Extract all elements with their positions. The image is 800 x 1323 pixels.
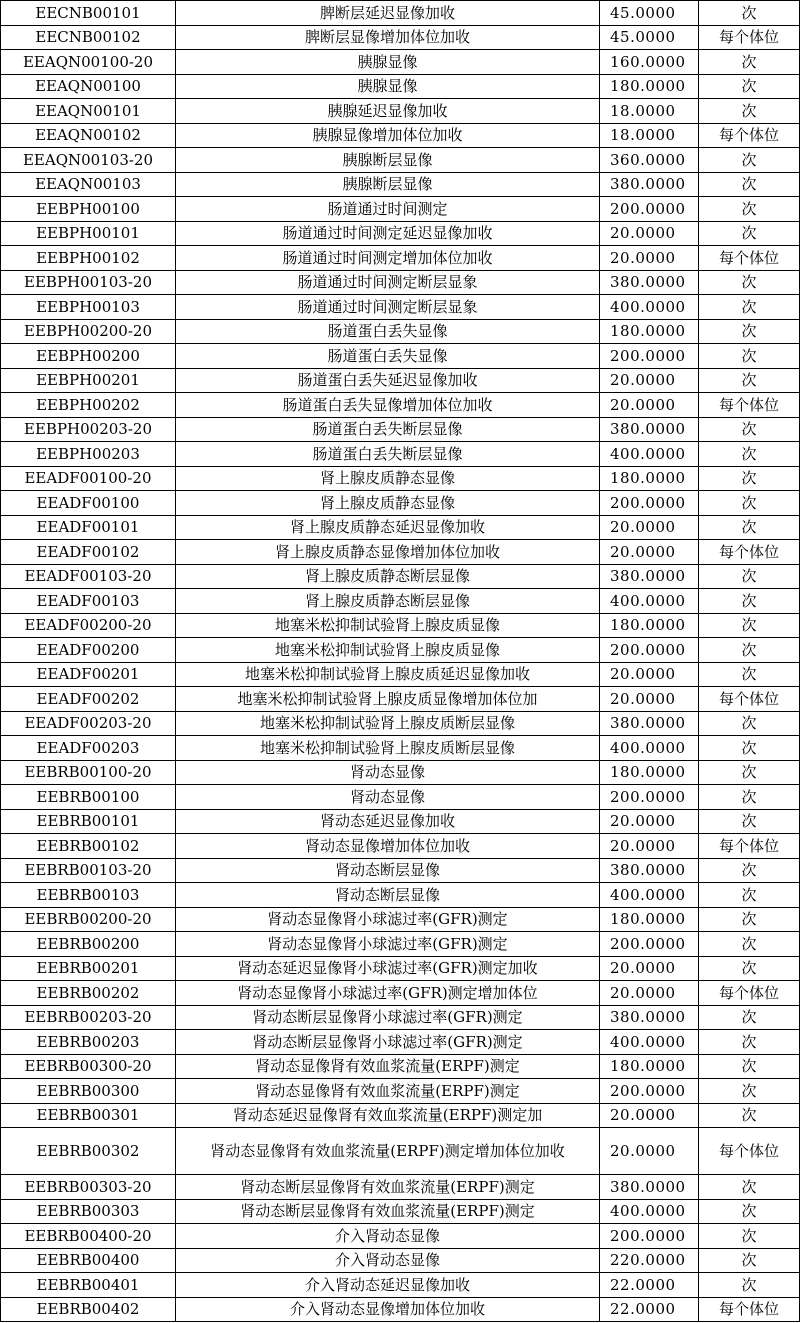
item-name-cell: 地塞米松抑制试验肾上腺皮质断层显像	[176, 711, 600, 736]
item-unit-cell: 次	[699, 491, 800, 516]
item-unit-cell: 次	[699, 221, 800, 246]
item-name-cell: 肠道蛋白丢失断层显像	[176, 417, 600, 442]
table-row	[1, 197, 800, 222]
table-row	[1, 540, 800, 565]
item-unit-cell: 次	[699, 564, 800, 589]
item-code-cell: EEADF00200	[1, 638, 176, 663]
table-row	[1, 1079, 800, 1104]
table-row	[1, 50, 800, 75]
item-unit-cell: 次	[699, 319, 800, 344]
item-price-cell: 180.0000	[600, 613, 699, 638]
table-row	[1, 393, 800, 418]
table-row	[1, 221, 800, 246]
item-code-cell: EEBRB00201	[1, 956, 176, 981]
item-code-cell: EEADF00100-20	[1, 466, 176, 491]
item-name-cell: 胰腺断层显像	[176, 148, 600, 173]
item-unit-cell: 次	[699, 809, 800, 834]
item-code-cell: EEAQN00103-20	[1, 148, 176, 173]
item-name-cell: 肾动态断层显像肾有效血浆流量(ERPF)测定	[176, 1199, 600, 1224]
item-code-cell: EEBRB00103-20	[1, 858, 176, 883]
item-name-cell: 肾动态显像肾有效血浆流量(ERPF)测定增加体位加收	[176, 1128, 600, 1175]
table-row	[1, 1128, 800, 1175]
item-code-cell: EEBPH00202	[1, 393, 176, 418]
item-unit-cell: 每个体位	[699, 834, 800, 859]
table-row	[1, 1199, 800, 1224]
table-row	[1, 1, 800, 26]
item-code-cell: EEBRB00303-20	[1, 1175, 176, 1200]
item-unit-cell: 次	[699, 1224, 800, 1249]
item-unit-cell: 次	[699, 785, 800, 810]
item-price-cell: 180.0000	[600, 760, 699, 785]
item-unit-cell: 次	[699, 956, 800, 981]
item-unit-cell: 次	[699, 1079, 800, 1104]
table-row	[1, 1273, 800, 1298]
item-name-cell: 介入肾动态显像	[176, 1224, 600, 1249]
item-price-cell: 400.0000	[600, 1199, 699, 1224]
item-code-cell: EEADF00100	[1, 491, 176, 516]
item-price-cell: 45.0000	[600, 25, 699, 50]
item-price-cell: 20.0000	[600, 1128, 699, 1175]
item-unit-cell: 次	[699, 907, 800, 932]
item-price-cell: 180.0000	[600, 907, 699, 932]
item-unit-cell: 次	[699, 613, 800, 638]
item-unit-cell: 次	[699, 295, 800, 320]
item-price-cell: 380.0000	[600, 564, 699, 589]
item-unit-cell: 每个体位	[699, 687, 800, 712]
item-unit-cell: 次	[699, 1248, 800, 1273]
item-unit-cell: 次	[699, 50, 800, 75]
item-price-cell: 18.0000	[600, 99, 699, 124]
item-price-cell: 160.0000	[600, 50, 699, 75]
item-price-cell: 18.0000	[600, 123, 699, 148]
item-code-cell: EEBRB00400-20	[1, 1224, 176, 1249]
item-code-cell: EEAQN00102	[1, 123, 176, 148]
item-code-cell: EEBPH00203-20	[1, 417, 176, 442]
item-unit-cell: 次	[699, 589, 800, 614]
item-name-cell: 肾上腺皮质静态显像增加体位加收	[176, 540, 600, 565]
item-unit-cell: 每个体位	[699, 25, 800, 50]
item-code-cell: EEBPH00201	[1, 368, 176, 393]
table-row	[1, 834, 800, 859]
table-row	[1, 491, 800, 516]
item-unit-cell: 每个体位	[699, 393, 800, 418]
item-code-cell: EEBRB00300-20	[1, 1054, 176, 1079]
item-price-cell: 380.0000	[600, 1175, 699, 1200]
table-row	[1, 344, 800, 369]
item-price-cell: 20.0000	[600, 809, 699, 834]
item-name-cell: 肾动态显像肾小球滤过率(GFR)测定	[176, 907, 600, 932]
item-price-cell: 20.0000	[600, 834, 699, 859]
item-name-cell: 胰腺断层显像	[176, 172, 600, 197]
item-unit-cell: 每个体位	[699, 1128, 800, 1175]
item-name-cell: 地塞米松抑制试验肾上腺皮质显像增加体位加	[176, 687, 600, 712]
item-name-cell: 肾上腺皮质静态延迟显像加收	[176, 515, 600, 540]
item-unit-cell: 次	[699, 417, 800, 442]
item-price-cell: 380.0000	[600, 858, 699, 883]
item-price-cell: 20.0000	[600, 687, 699, 712]
item-name-cell: 肾动态断层显像肾小球滤过率(GFR)测定	[176, 1005, 600, 1030]
item-unit-cell: 次	[699, 1199, 800, 1224]
item-price-cell: 200.0000	[600, 1224, 699, 1249]
table-row	[1, 1297, 800, 1322]
item-name-cell: 肾动态断层显像	[176, 883, 600, 908]
item-unit-cell: 次	[699, 99, 800, 124]
item-price-cell: 20.0000	[600, 515, 699, 540]
item-code-cell: EEBPH00200-20	[1, 319, 176, 344]
table-row	[1, 711, 800, 736]
item-unit-cell: 每个体位	[699, 540, 800, 565]
item-code-cell: EEBRB00101	[1, 809, 176, 834]
item-name-cell: 介入肾动态延迟显像加收	[176, 1273, 600, 1298]
item-code-cell: EEBPH00203	[1, 442, 176, 467]
item-code-cell: EEBPH00100	[1, 197, 176, 222]
table-row	[1, 442, 800, 467]
item-code-cell: EEBRB00402	[1, 1297, 176, 1322]
item-name-cell: 肠道通过时间测定断层显象	[176, 270, 600, 295]
item-name-cell: 肠道蛋白丢失延迟显像加收	[176, 368, 600, 393]
table-row	[1, 99, 800, 124]
item-name-cell: 肠道蛋白丢失显像增加体位加收	[176, 393, 600, 418]
item-name-cell: 肾动态显像	[176, 760, 600, 785]
item-name-cell: 肾动态显像增加体位加收	[176, 834, 600, 859]
item-unit-cell: 每个体位	[699, 246, 800, 271]
item-price-cell: 400.0000	[600, 295, 699, 320]
item-price-cell: 380.0000	[600, 711, 699, 736]
item-price-cell: 20.0000	[600, 368, 699, 393]
item-code-cell: EEBRB00103	[1, 883, 176, 908]
item-unit-cell: 次	[699, 932, 800, 957]
item-code-cell: EEBRB00302	[1, 1128, 176, 1175]
item-code-cell: EEBRB00401	[1, 1273, 176, 1298]
table-row	[1, 270, 800, 295]
item-code-cell: EEBRB00200-20	[1, 907, 176, 932]
item-price-cell: 20.0000	[600, 246, 699, 271]
table-row	[1, 613, 800, 638]
item-price-cell: 380.0000	[600, 417, 699, 442]
item-code-cell: EEBRB00100-20	[1, 760, 176, 785]
table-row	[1, 687, 800, 712]
table-row	[1, 809, 800, 834]
item-price-cell: 380.0000	[600, 270, 699, 295]
table-row	[1, 515, 800, 540]
item-price-cell: 200.0000	[600, 1079, 699, 1104]
item-name-cell: 肾动态延迟显像肾有效血浆流量(ERPF)测定加	[176, 1103, 600, 1128]
item-code-cell: EEAQN00101	[1, 99, 176, 124]
item-price-cell: 200.0000	[600, 197, 699, 222]
table-row	[1, 1030, 800, 1055]
table-row	[1, 981, 800, 1006]
item-code-cell: EEBRB00303	[1, 1199, 176, 1224]
item-code-cell: EEBRB00300	[1, 1079, 176, 1104]
item-name-cell: 肠道蛋白丢失显像	[176, 319, 600, 344]
item-unit-cell: 次	[699, 442, 800, 467]
item-unit-cell: 次	[699, 515, 800, 540]
item-name-cell: 肾动态显像肾有效血浆流量(ERPF)测定	[176, 1054, 600, 1079]
item-code-cell: EECNB00102	[1, 25, 176, 50]
table-row	[1, 760, 800, 785]
item-price-cell: 380.0000	[600, 1005, 699, 1030]
table-row	[1, 638, 800, 663]
item-code-cell: EEAQN00103	[1, 172, 176, 197]
item-price-cell: 20.0000	[600, 393, 699, 418]
item-price-cell: 180.0000	[600, 1054, 699, 1079]
item-code-cell: EEADF00103-20	[1, 564, 176, 589]
item-price-cell: 45.0000	[600, 1, 699, 26]
item-price-cell: 200.0000	[600, 638, 699, 663]
item-name-cell: 肠道蛋白丢失显像	[176, 344, 600, 369]
item-price-cell: 400.0000	[600, 589, 699, 614]
item-code-cell: EEBRB00400	[1, 1248, 176, 1273]
item-unit-cell: 每个体位	[699, 123, 800, 148]
item-code-cell: EEBPH00102	[1, 246, 176, 271]
item-unit-cell: 次	[699, 368, 800, 393]
item-name-cell: 肾动态显像肾小球滤过率(GFR)测定	[176, 932, 600, 957]
item-unit-cell: 次	[699, 172, 800, 197]
item-price-cell: 20.0000	[600, 540, 699, 565]
item-code-cell: EEADF00203	[1, 736, 176, 761]
item-name-cell: 肾动态断层显像肾小球滤过率(GFR)测定	[176, 1030, 600, 1055]
item-code-cell: EEBPH00101	[1, 221, 176, 246]
item-unit-cell: 次	[699, 736, 800, 761]
item-unit-cell: 次	[699, 197, 800, 222]
item-name-cell: 肾上腺皮质静态断层显像	[176, 589, 600, 614]
item-name-cell: 肠道通过时间测定增加体位加收	[176, 246, 600, 271]
table-row	[1, 1054, 800, 1079]
item-unit-cell: 每个体位	[699, 981, 800, 1006]
table-row	[1, 1005, 800, 1030]
fee-table-body	[1, 1, 800, 1322]
table-row	[1, 466, 800, 491]
item-price-cell: 400.0000	[600, 1030, 699, 1055]
item-unit-cell: 次	[699, 1005, 800, 1030]
item-unit-cell: 次	[699, 148, 800, 173]
table-row	[1, 1224, 800, 1249]
item-code-cell: EECNB00101	[1, 1, 176, 26]
table-row	[1, 319, 800, 344]
table-row	[1, 1175, 800, 1200]
item-price-cell: 20.0000	[600, 956, 699, 981]
item-code-cell: EEAQN00100	[1, 74, 176, 99]
item-unit-cell: 次	[699, 74, 800, 99]
item-name-cell: 肾动态显像肾有效血浆流量(ERPF)测定	[176, 1079, 600, 1104]
item-price-cell: 200.0000	[600, 932, 699, 957]
item-unit-cell: 次	[699, 638, 800, 663]
item-price-cell: 180.0000	[600, 466, 699, 491]
item-unit-cell: 次	[699, 760, 800, 785]
item-price-cell: 360.0000	[600, 148, 699, 173]
item-unit-cell: 次	[699, 1, 800, 26]
item-price-cell: 380.0000	[600, 172, 699, 197]
item-name-cell: 介入肾动态显像增加体位加收	[176, 1297, 600, 1322]
item-unit-cell: 次	[699, 466, 800, 491]
item-name-cell: 肠道通过时间测定延迟显像加收	[176, 221, 600, 246]
item-name-cell: 胰腺延迟显像加收	[176, 99, 600, 124]
table-row	[1, 368, 800, 393]
item-name-cell: 胰腺显像增加体位加收	[176, 123, 600, 148]
item-name-cell: 胰腺显像	[176, 74, 600, 99]
table-row	[1, 883, 800, 908]
table-row	[1, 246, 800, 271]
item-unit-cell: 次	[699, 1273, 800, 1298]
item-code-cell: EEBPH00103-20	[1, 270, 176, 295]
item-name-cell: 肠道蛋白丢失断层显像	[176, 442, 600, 467]
item-name-cell: 肾动态延迟显像加收	[176, 809, 600, 834]
item-unit-cell: 次	[699, 1175, 800, 1200]
table-row	[1, 295, 800, 320]
item-unit-cell: 每个体位	[699, 1297, 800, 1322]
item-price-cell: 400.0000	[600, 442, 699, 467]
item-unit-cell: 次	[699, 858, 800, 883]
item-code-cell: EEADF00101	[1, 515, 176, 540]
item-price-cell: 200.0000	[600, 344, 699, 369]
item-name-cell: 肾动态显像	[176, 785, 600, 810]
item-unit-cell: 次	[699, 1030, 800, 1055]
item-price-cell: 22.0000	[600, 1297, 699, 1322]
item-name-cell: 肾动态断层显像肾有效血浆流量(ERPF)测定	[176, 1175, 600, 1200]
item-code-cell: EEADF00102	[1, 540, 176, 565]
item-name-cell: 肠道通过时间测定	[176, 197, 600, 222]
item-unit-cell: 次	[699, 662, 800, 687]
item-unit-cell: 次	[699, 270, 800, 295]
item-price-cell: 220.0000	[600, 1248, 699, 1273]
item-name-cell: 脾断层延迟显像加收	[176, 1, 600, 26]
table-row	[1, 736, 800, 761]
item-unit-cell: 次	[699, 344, 800, 369]
item-price-cell: 180.0000	[600, 74, 699, 99]
item-code-cell: EEBRB00102	[1, 834, 176, 859]
item-name-cell: 肾动态断层显像	[176, 858, 600, 883]
item-price-cell: 200.0000	[600, 785, 699, 810]
item-code-cell: EEADF00200-20	[1, 613, 176, 638]
item-code-cell: EEADF00103	[1, 589, 176, 614]
item-name-cell: 介入肾动态显像	[176, 1248, 600, 1273]
table-row	[1, 564, 800, 589]
item-name-cell: 地塞米松抑制试验肾上腺皮质显像	[176, 613, 600, 638]
table-row	[1, 956, 800, 981]
item-code-cell: EEBRB00301	[1, 1103, 176, 1128]
table-row	[1, 123, 800, 148]
item-code-cell: EEBPH00200	[1, 344, 176, 369]
item-code-cell: EEBRB00100	[1, 785, 176, 810]
item-price-cell: 400.0000	[600, 736, 699, 761]
item-code-cell: EEADF00203-20	[1, 711, 176, 736]
item-unit-cell: 次	[699, 883, 800, 908]
item-price-cell: 180.0000	[600, 319, 699, 344]
item-price-cell: 22.0000	[600, 1273, 699, 1298]
item-name-cell: 脾断层显像增加体位加收	[176, 25, 600, 50]
item-unit-cell: 次	[699, 1103, 800, 1128]
table-row	[1, 172, 800, 197]
item-price-cell: 400.0000	[600, 883, 699, 908]
table-row	[1, 858, 800, 883]
table-row	[1, 785, 800, 810]
item-code-cell: EEBRB00203-20	[1, 1005, 176, 1030]
item-code-cell: EEADF00202	[1, 687, 176, 712]
item-name-cell: 地塞米松抑制试验肾上腺皮质断层显像	[176, 736, 600, 761]
item-code-cell: EEBRB00202	[1, 981, 176, 1006]
item-name-cell: 肾动态延迟显像肾小球滤过率(GFR)测定加收	[176, 956, 600, 981]
item-name-cell: 肠道通过时间测定断层显象	[176, 295, 600, 320]
item-code-cell: EEAQN00100-20	[1, 50, 176, 75]
item-price-cell: 20.0000	[600, 1103, 699, 1128]
item-price-cell: 20.0000	[600, 221, 699, 246]
item-code-cell: EEBRB00203	[1, 1030, 176, 1055]
item-name-cell: 肾上腺皮质静态显像	[176, 491, 600, 516]
table-row	[1, 907, 800, 932]
item-unit-cell: 次	[699, 711, 800, 736]
item-name-cell: 肾上腺皮质静态断层显像	[176, 564, 600, 589]
item-price-cell: 20.0000	[600, 662, 699, 687]
table-row	[1, 932, 800, 957]
table-row	[1, 1248, 800, 1273]
table-row	[1, 1103, 800, 1128]
item-price-cell: 20.0000	[600, 981, 699, 1006]
item-unit-cell: 次	[699, 1054, 800, 1079]
item-code-cell: EEBPH00103	[1, 295, 176, 320]
item-code-cell: EEADF00201	[1, 662, 176, 687]
item-code-cell: EEBRB00200	[1, 932, 176, 957]
item-name-cell: 肾动态显像肾小球滤过率(GFR)测定增加体位	[176, 981, 600, 1006]
item-name-cell: 地塞米松抑制试验肾上腺皮质延迟显像加收	[176, 662, 600, 687]
item-name-cell: 胰腺显像	[176, 50, 600, 75]
table-row	[1, 74, 800, 99]
table-row	[1, 662, 800, 687]
table-row	[1, 589, 800, 614]
table-row	[1, 25, 800, 50]
item-name-cell: 肾上腺皮质静态显像	[176, 466, 600, 491]
table-row	[1, 417, 800, 442]
item-name-cell: 地塞米松抑制试验肾上腺皮质显像	[176, 638, 600, 663]
item-price-cell: 200.0000	[600, 491, 699, 516]
table-row	[1, 148, 800, 173]
